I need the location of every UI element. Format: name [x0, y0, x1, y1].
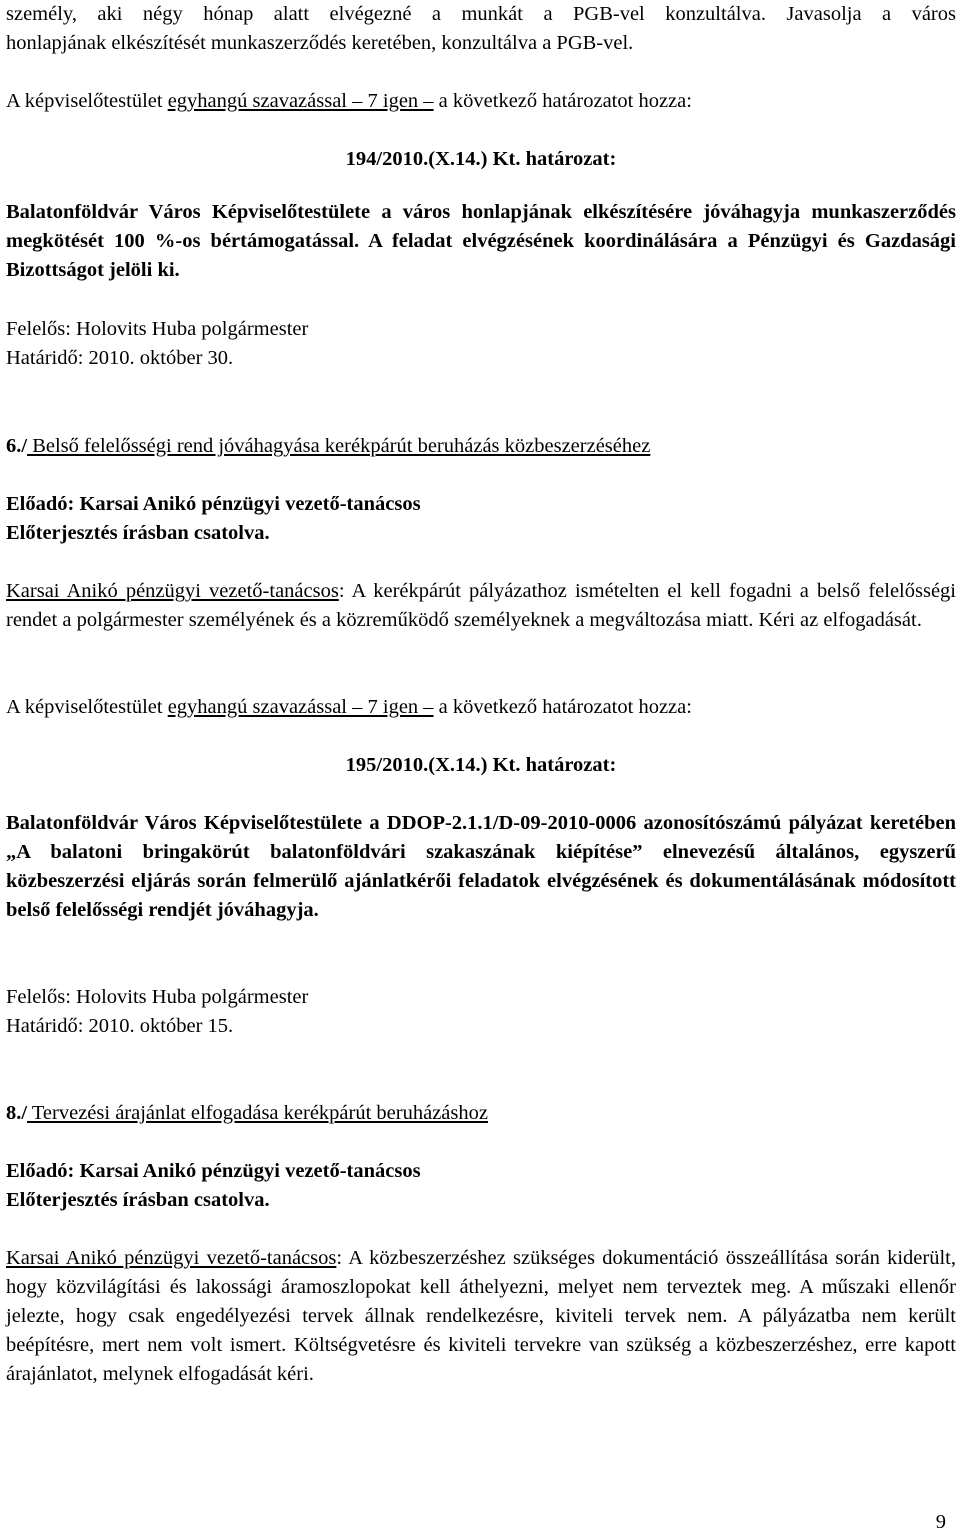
- deadline-line: Határidő: 2010. október 30.: [6, 347, 234, 369]
- agenda-item-6-presenter: [6, 490, 956, 548]
- speech-text: : A kerékpárút pályázathoz ismételten el kell fogadni a belső felelősségi rendet a polgármester személyének és a közreműködő személyeknek a megváltozása miatt. Kéri az elfogadását.: [6, 580, 957, 631]
- responsible-line: Felelős: Holovits Huba polgármester: [6, 318, 309, 340]
- agenda-item-8-presenter: [6, 1157, 956, 1215]
- agenda-item-6-speech: [6, 577, 956, 635]
- submission-line: Előterjesztés írásban csatolva.: [6, 1189, 270, 1211]
- resolution-194-meta: [6, 315, 956, 373]
- responsible-line: Felelős: Holovits Huba polgármester: [6, 986, 309, 1008]
- presenter-line: Előadó: Karsai Anikó pénzügyi vezető-tanácsos: [6, 1160, 421, 1182]
- deadline-line: Határidő: 2010. október 15.: [6, 1015, 234, 1037]
- vote-prefix: A képviselőtestület: [6, 696, 168, 718]
- agenda-item-6-heading: [6, 432, 956, 461]
- submission-line: Előterjesztés írásban csatolva.: [6, 522, 270, 544]
- agenda-item-number: 8./: [6, 1102, 28, 1124]
- page-number: 9: [935, 1511, 946, 1533]
- vote-count: egyhangú szavazással – 7 igen –: [167, 90, 434, 112]
- resolution-194-body: Balatonföldvár Város Képviselőtestülete a város honlapjának elkészítésére jóváhagyja munkaszerződés megkötését 100 %-os bértámogatással. A feladat elvégzésének koordinálására a Pénzügyi és Gazdasági Bizottságot jelöli ki.: [6, 201, 956, 281]
- vote-statement-2: [6, 693, 956, 722]
- resolution-195-meta: [6, 983, 956, 1041]
- presenter-line: Előadó: Karsai Anikó pénzügyi vezető-tanácsos: [6, 493, 421, 515]
- speaker-name: Karsai Anikó pénzügyi vezető-tanácsos: [6, 1247, 337, 1269]
- intro-line-1: személy, aki négy hónap alatt elvégezné a munkát a PGB-vel konzultálva. Javasolja a város: [6, 3, 956, 25]
- resolution-195-text: [6, 809, 956, 925]
- vote-suffix: a következő határozatot hozza:: [433, 696, 692, 718]
- intro-paragraph: [6, 0, 956, 58]
- vote-count: egyhangú szavazással – 7 igen –: [167, 696, 434, 718]
- resolution-195-number: 195/2010.(X.14.) Kt. határozat:: [345, 754, 617, 776]
- intro-line-2: honlapjának elkészítését munkaszerződés keretében, konzultálva a PGB-vel.: [6, 32, 634, 54]
- vote-prefix: A képviselőtestület: [6, 90, 168, 112]
- agenda-item-title: Belső felelősségi rend jóváhagyása kerékpárút beruházás közbeszerzéséhez: [27, 435, 651, 457]
- agenda-item-number: 6./: [6, 435, 28, 457]
- resolution-194-number: 194/2010.(X.14.) Kt. határozat:: [345, 148, 617, 170]
- agenda-item-8-heading: [6, 1099, 956, 1128]
- agenda-item-title: Tervezési árajánlat elfogadása kerékpárút beruházáshoz: [27, 1102, 488, 1124]
- speaker-name: Karsai Anikó pénzügyi vezető-tanácsos: [6, 580, 339, 602]
- resolution-195-body: Balatonföldvár Város Képviselőtestülete a DDOP-2.1.1/D-09-2010-0006 azonosítószámú pályázat keretében „A balatoni bringakörút balatonföldvári szakaszának kiépítése” elnevezésű általános, egyszerű közbeszerzési eljárás során felmerülő ajánlatkérői feladatok elvégzésének és dokumentálásának módosított belső felelősségi rendjét jóváhagyja.: [6, 812, 956, 921]
- agenda-item-8-speech: [6, 1244, 956, 1389]
- vote-suffix: a következő határozatot hozza:: [433, 90, 692, 112]
- speech-text: : A közbeszerzéshez szükséges dokumentáció összeállítása során kiderült, hogy közvilágítási és lakossági áramoszlopokat kell áthelyezni, melyet nem terveztek meg. A műszaki ellenőr jelezte, hogy csak engedélyezési tervek állnak rendelkezésre, kiviteli tervek nem. A pályázatba nem került beépítésre, mert nem volt ismert. Költségvetésre és kiviteli tervekre van szükség a közbeszerzéshez, erre kapott árajánlatot, melynek elfogadását kéri.: [6, 1247, 956, 1385]
- resolution-194-text: [6, 198, 956, 285]
- vote-statement-1: [6, 87, 956, 116]
